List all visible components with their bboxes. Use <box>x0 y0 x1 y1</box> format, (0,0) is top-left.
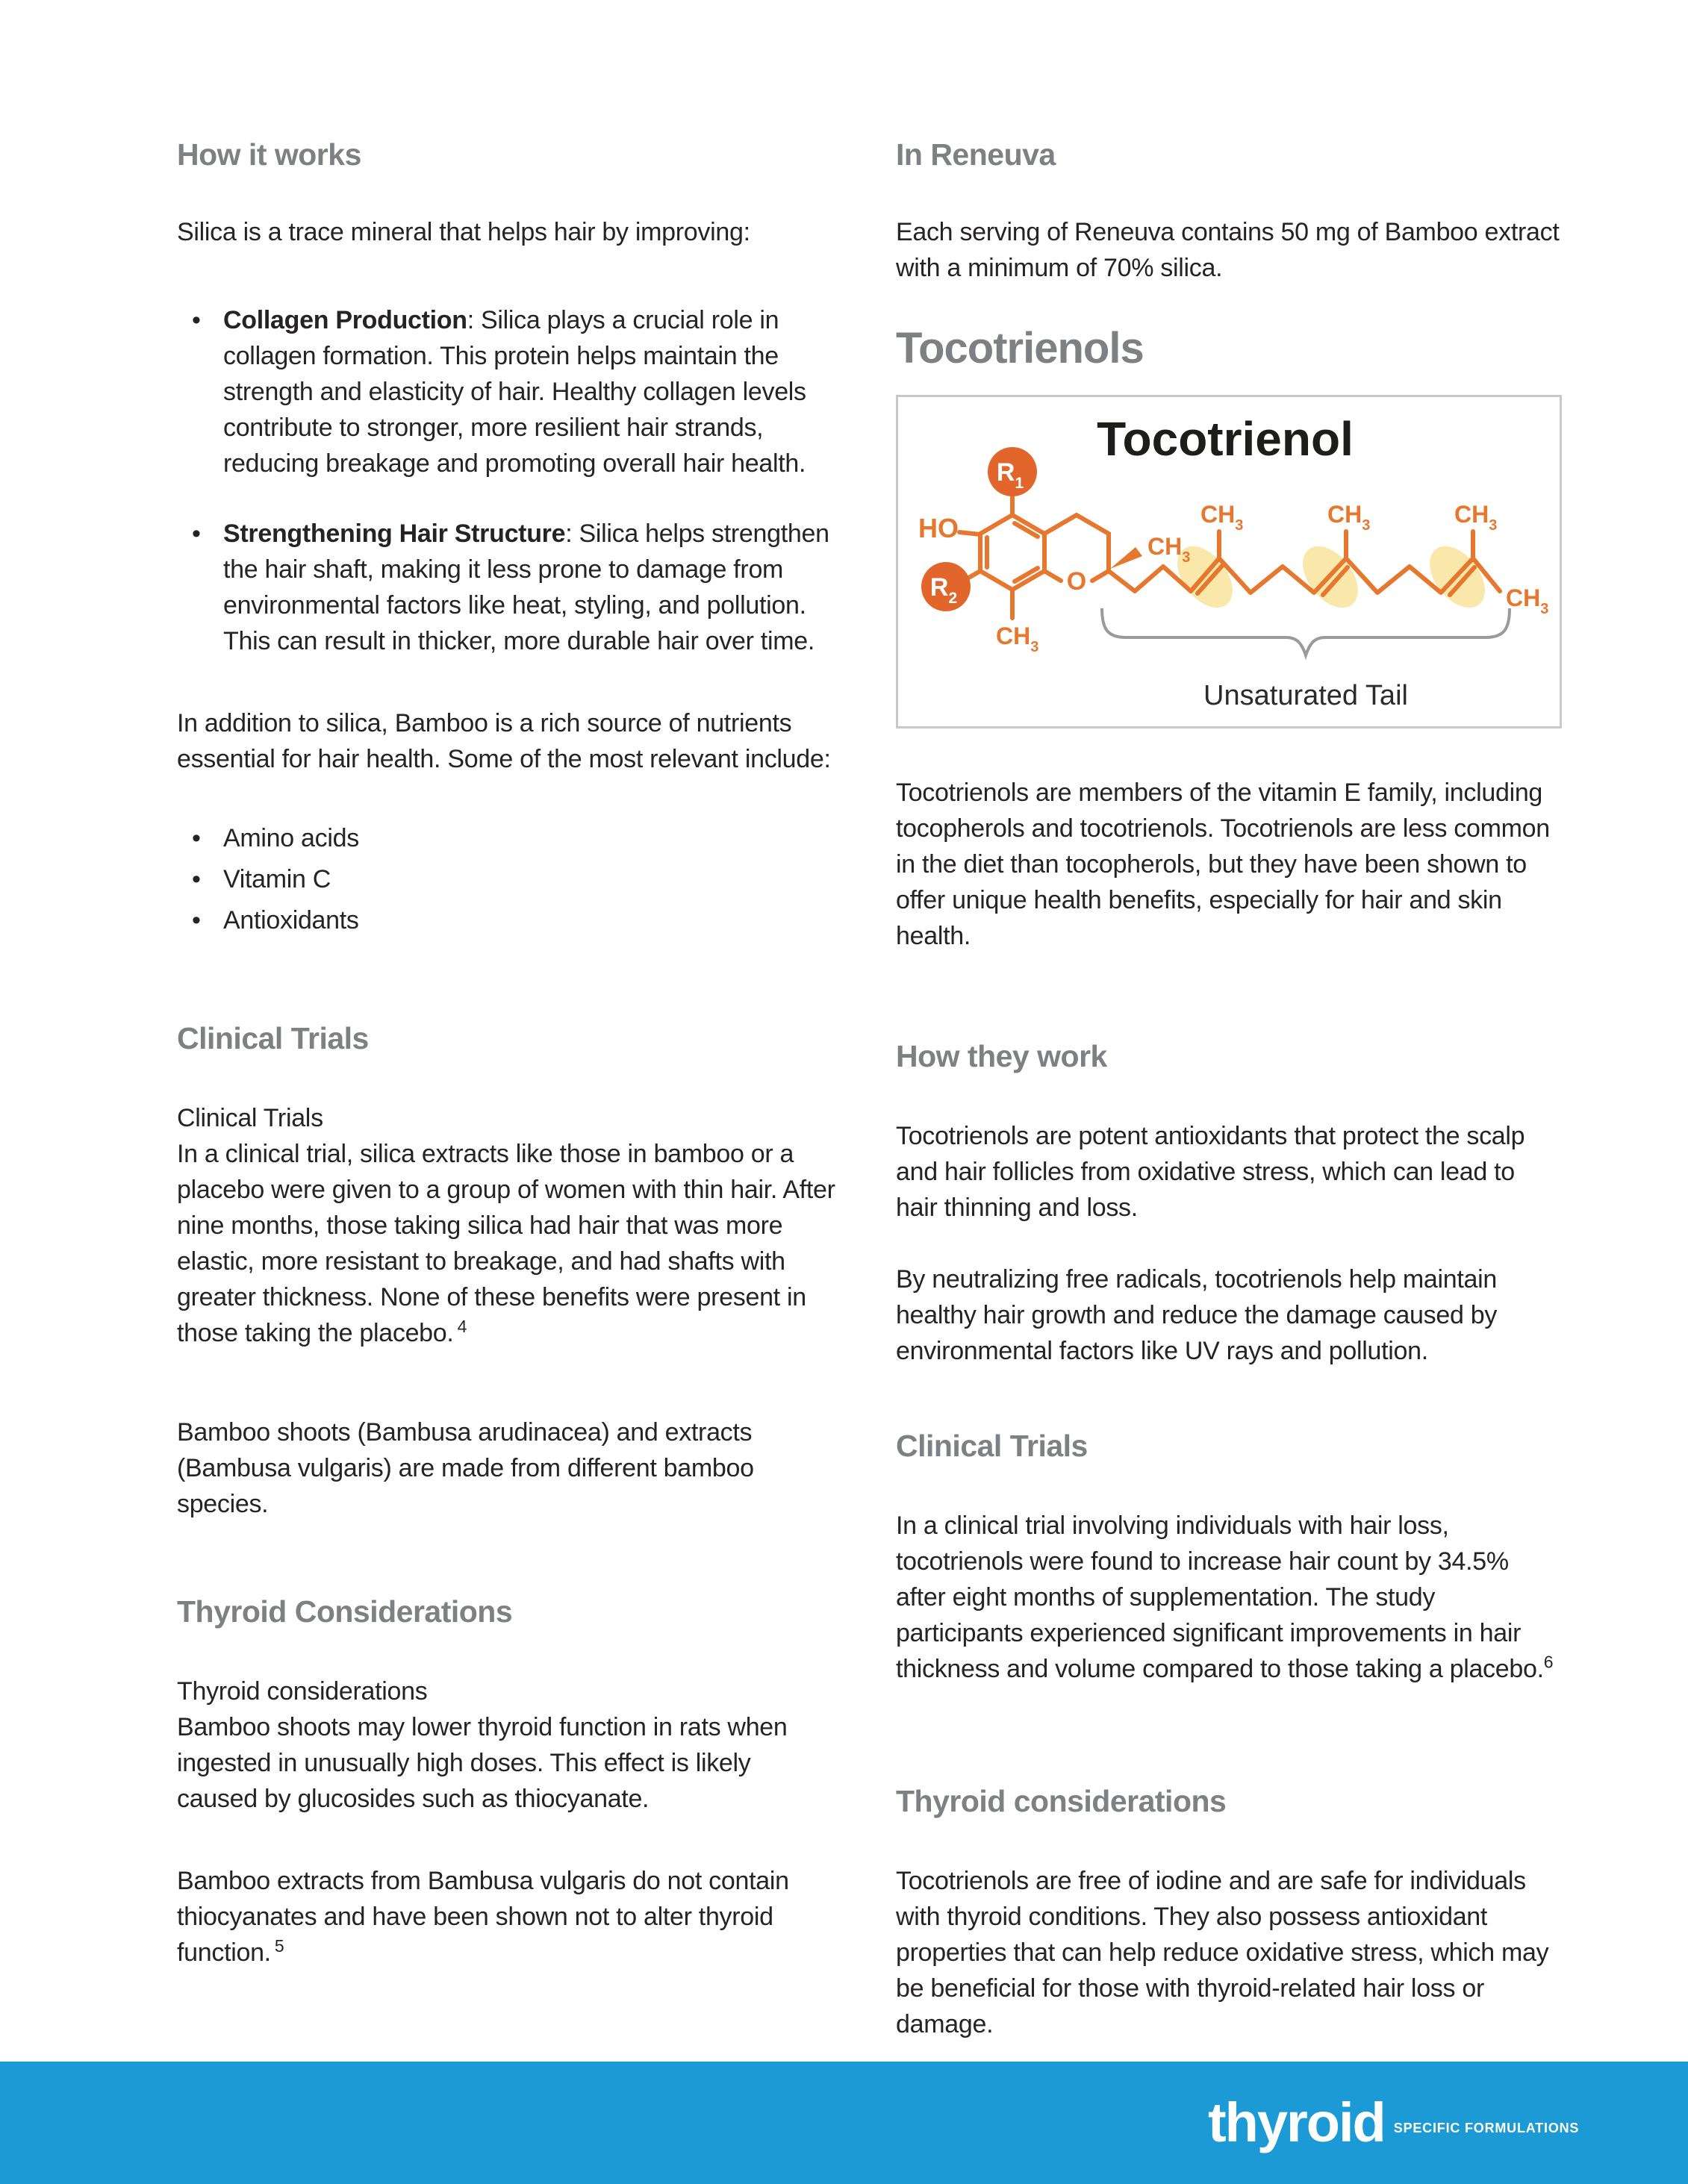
heading-clinical-trials-left: Clinical Trials <box>177 1021 369 1055</box>
svg-text:R2: $R_2$ <box>929 573 958 607</box>
svg-text:R1: $R_1$ <box>996 458 1024 492</box>
list-item-vitamin-c: • Vitamin C <box>177 859 835 900</box>
methyl-label-terminal: $CH_3$ <box>1506 584 1549 617</box>
bamboo-extracts-text: Bamboo extracts from Bambusa vulgaris do not contain thiocyanates and have been shown not to alter thyroid function. <box>177 1867 789 1967</box>
brand-wordmark: thyroid <box>1208 2091 1385 2153</box>
unsaturated-tail-label: Unsaturated Tail <box>1203 680 1408 711</box>
bamboo-extracts-paragraph <box>177 1863 835 1971</box>
nutrients-paragraph: In addition to silica, Bamboo is a rich source of nutrients essential for hair health. Some of the most relevant include: <box>177 709 831 773</box>
chromanol-ring-icon <box>959 497 1109 618</box>
section-title-tocotrienols: Tocotrienols <box>896 324 1144 372</box>
heading-how-they-work: How they work <box>896 1039 1107 1073</box>
reneuva-serving-paragraph: Each serving of Reneuva contains 50 mg of Bamboo extract with a minimum of 70% silica. <box>896 218 1560 282</box>
clinical-trials-paragraph <box>177 1100 835 1351</box>
citation-4: 4 <box>457 1316 467 1336</box>
diagram-title: Tocotrienol <box>1097 412 1354 466</box>
citation-5: 5 <box>274 1935 284 1956</box>
tocotrienols-intro-paragraph: Tocotrienols are members of the vitamin E family, including tocopherols and tocotrienols. Tocotrienols are less common in the diet than tocopherols, but they have been shown to offer unique health benefits, especially for hair and skin health. <box>896 779 1550 950</box>
list-item-collagen-production <box>177 302 835 481</box>
free-radicals-paragraph: By neutralizing free radicals, tocotrienols help maintain healthy hair growth and reduce the damage caused by environmental factors like UV rays and pollution. <box>896 1265 1498 1365</box>
list-item-lead: Collagen Production <box>223 306 467 334</box>
list-item-strengthening-hair <box>177 516 835 659</box>
methyl-label-tail-3: $CH_3$ <box>1454 501 1498 534</box>
brand-logo <box>1208 2091 1580 2153</box>
heading-how-it-works: How it works <box>177 137 361 172</box>
heading-in-reneuva: In Reneuva <box>896 137 1056 172</box>
heading-thyroid-considerations-left: Thyroid Considerations <box>177 1594 513 1629</box>
brand-tagline: SPECIFIC FORMULATIONS <box>1393 2120 1580 2135</box>
oxygen-label: O <box>1066 567 1087 596</box>
hair-count-paragraph <box>896 1508 1562 1687</box>
tocotrienol-structure-diagram <box>898 397 1560 726</box>
methyl-label-bottom: $CH_3$ <box>996 623 1039 655</box>
list-item-lead: Strengthening Hair Structure <box>223 520 566 548</box>
thyroid-considerations-paragraph <box>177 1673 835 1817</box>
stereo-wedge-icon <box>1110 547 1142 569</box>
heading-clinical-trials-right: Clinical Trials <box>896 1429 1088 1463</box>
silica-intro-paragraph: Silica is a trace mineral that helps hair by improving: <box>177 218 750 246</box>
nutrients-list <box>177 818 835 941</box>
thyroid-considerations-text: Bamboo shoots may lower thyroid function in rats when ingested in unusually high doses. This effect is likely caused by glucosides such as thiocyanate. <box>177 1713 788 1813</box>
left-column <box>177 136 835 1971</box>
iodine-free-paragraph: Tocotrienols are free of iodine and are safe for individuals with thyroid conditions. They also possess antioxidant properties that can help reduce oxidative stress, which may be beneficial for those with thyroid-related hair loss or damage. <box>896 1867 1549 2038</box>
bamboo-species-paragraph: Bamboo shoots (Bambusa arudinacea) and extracts (Bambusa vulgaris) are made from different bamboo species. <box>177 1418 754 1518</box>
heading-thyroid-considerations-right: Thyroid considerations <box>896 1784 1227 1818</box>
list-item-text: : Silica plays a crucial role in collagen formation. This protein helps maintain the strength and elasticity of hair. Healthy collagen levels contribute to stronger, more resilient hair strands, reducing breakage and promoting overall hair health. <box>223 306 806 478</box>
list-item-text: : Silica helps strengthen the hair shaft, making it less prone to damage from environmental factors like heat, styling, and pollution. This can result in thicker, more durable hair over time. <box>223 520 829 655</box>
right-column <box>896 136 1562 2042</box>
tocotrienol-diagram-box <box>896 395 1562 728</box>
methyl-label-tail-1: $CH_3$ <box>1200 501 1244 534</box>
list-item-amino-acids: • Amino acids <box>177 818 835 859</box>
list-item-antioxidants: • Antioxidants <box>177 900 835 941</box>
footer-bar <box>0 2062 1688 2184</box>
ho-label: HO <box>918 513 959 543</box>
silica-benefits-list <box>177 302 835 659</box>
thyroid-considerations-subline: Thyroid considerations <box>177 1677 428 1706</box>
r2-substituent-icon <box>921 562 971 611</box>
clinical-trials-subline: Clinical Trials <box>177 1104 323 1132</box>
r1-substituent-icon <box>988 447 1037 496</box>
clinical-trials-text: In a clinical trial, silica extracts like those in bamboo or a placebo were given to a group of women with thin hair. After nine months, those taking silica had hair that was more elastic, more resistant to breakage, and had shafts with greater thickness. None of these benefits were present in those taking the placebo. <box>177 1140 835 1347</box>
hair-count-text: In a clinical trial involving individuals with hair loss, tocotrienols were found to increase hair count by 34.5% after eight months of supplementation. The study participants experienced significant improvements in hair thickness and volume compared to those taking a placebo. <box>896 1511 1544 1683</box>
citation-6: 6 <box>1543 1652 1554 1672</box>
methyl-label-wedge: $CH_3$ <box>1147 533 1191 566</box>
antioxidants-paragraph: Tocotrienols are potent antioxidants that protect the scalp and hair follicles from oxidative stress, which can lead to hair thinning and loss. <box>896 1122 1525 1222</box>
brace-icon <box>1102 608 1510 655</box>
methyl-label-tail-2: $CH_3$ <box>1327 501 1371 534</box>
